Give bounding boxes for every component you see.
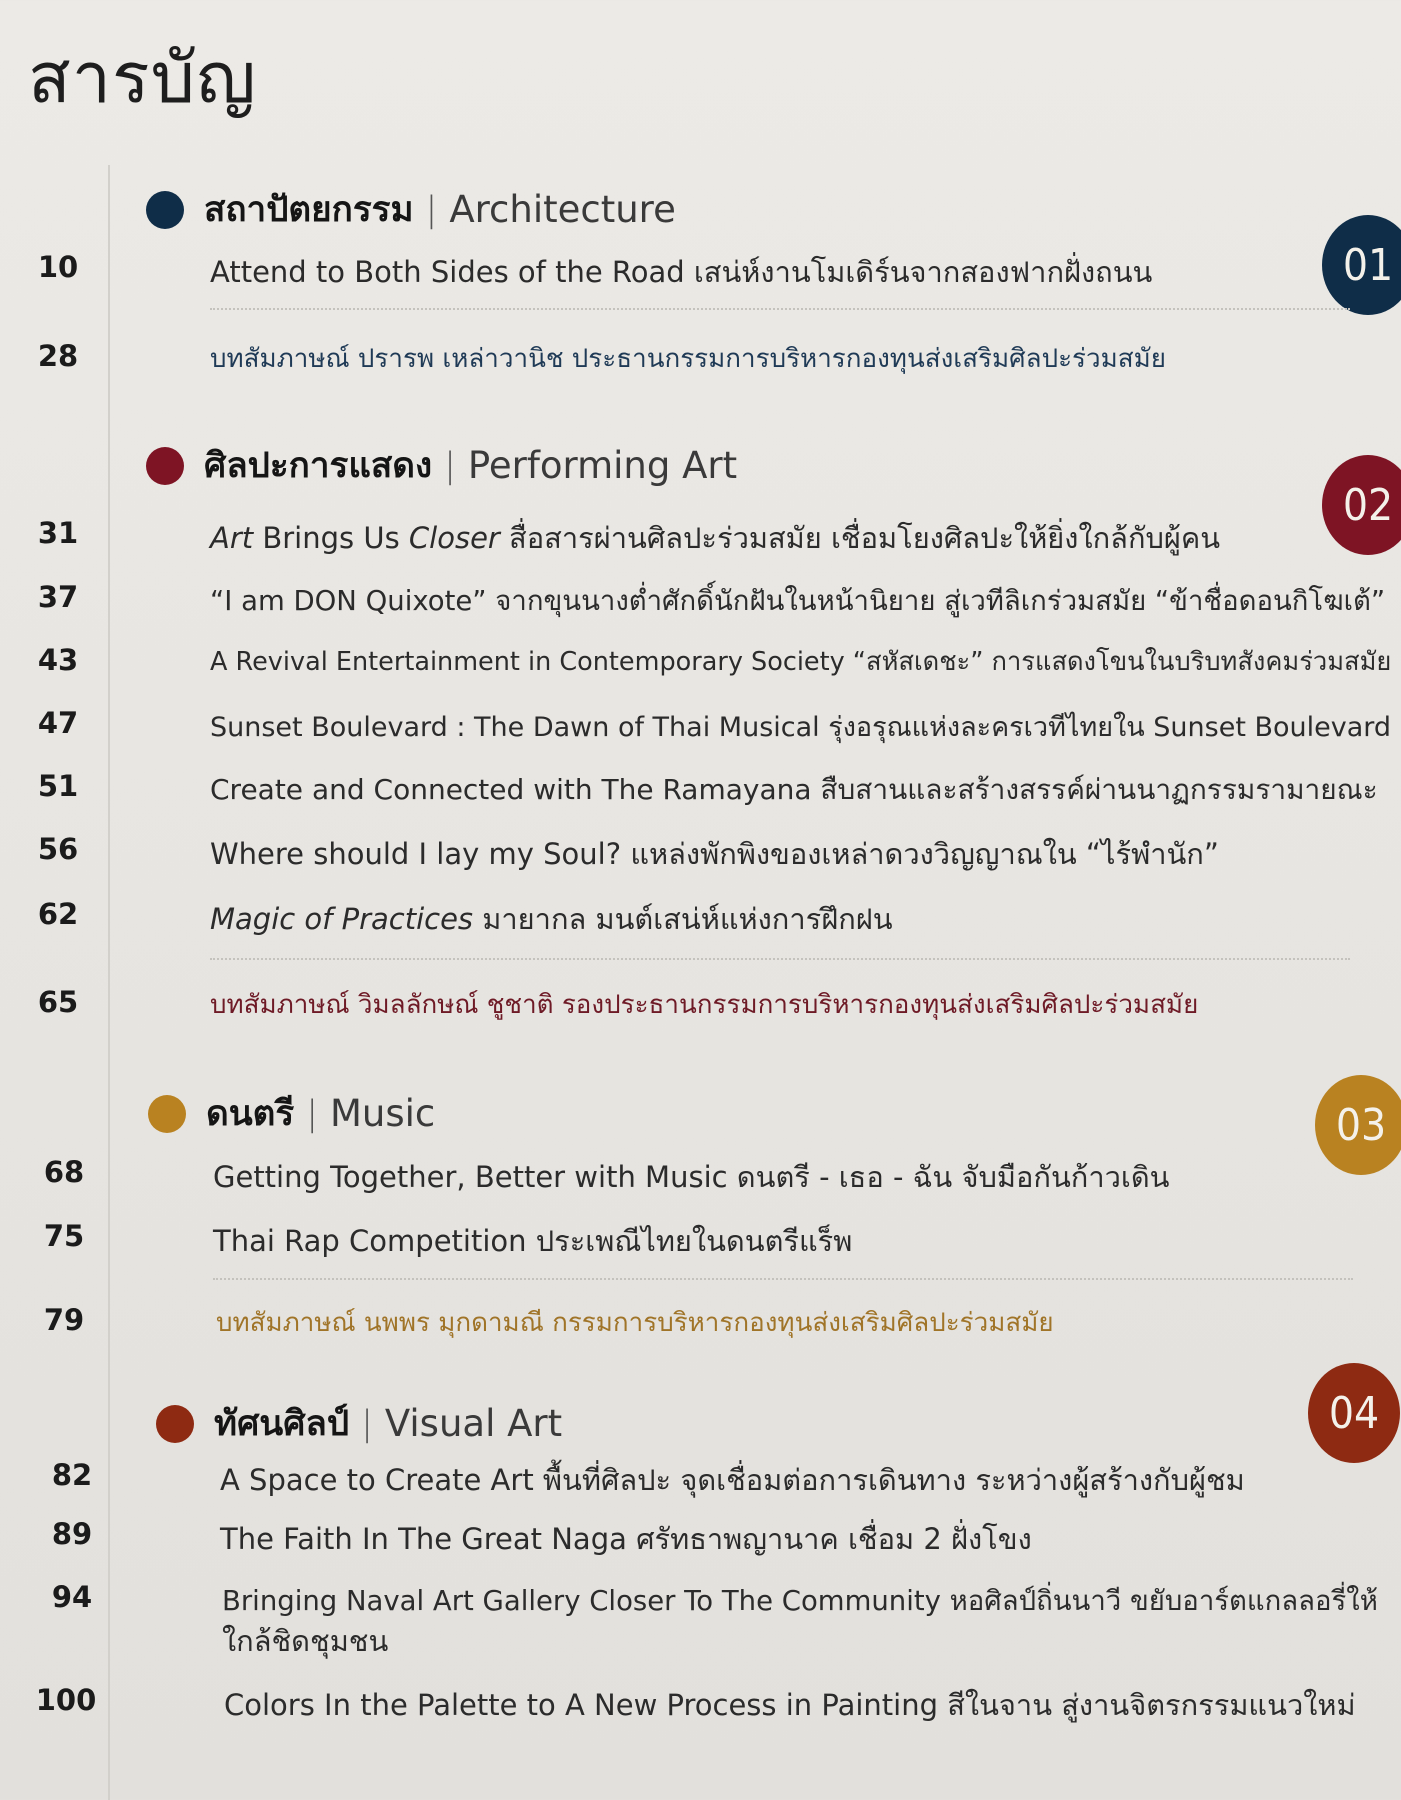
entry-title-italic: Closer: [408, 521, 500, 555]
page-number: 43: [37, 643, 79, 677]
page-number: 28: [37, 339, 79, 373]
section-number-badge: 02: [1322, 455, 1401, 555]
section-header-music: [148, 1086, 435, 1141]
section-bullet: [148, 1095, 186, 1133]
section-title-en: Visual Art: [384, 1402, 563, 1445]
toc-entry[interactable]: [0, 1216, 1401, 1256]
section-header-visual-art: [156, 1396, 562, 1451]
entry-title: Bringing Naval Art Gallery Closer To The Community หอศิลป์ถิ่นนาวี ขยับอาร์ตแกลลอรี่ให้: [222, 1585, 1378, 1617]
section-bullet: [146, 447, 184, 485]
section-title-th: ดนตรี: [206, 1094, 295, 1134]
toc-entry-interview[interactable]: [0, 982, 1401, 1022]
entry-title: Colors In the Palette to A New Process in Painting สีในจาน สู่งานจิตรกรรมแนวใหม่: [224, 1688, 1356, 1722]
section-bullet: [146, 191, 184, 229]
section-separator: |: [444, 445, 456, 486]
entry-title-italic: Magic of Practices: [210, 902, 474, 936]
page-number: 37: [37, 580, 79, 614]
page-number: 31: [37, 516, 79, 550]
entry-title-continued: ใกล้ชิดชุมชน: [222, 1624, 389, 1658]
toc-entry[interactable]: [0, 247, 1401, 287]
entry-title: Attend to Both Sides of the Road เสน่ห์งานโมเดิร์นจากสองฟากฝั่งถนน: [210, 255, 1153, 289]
divider: [210, 308, 1350, 310]
entry-title: Create and Connected with The Ramayana สืบสานและสร้างสรรค์ผ่านนาฏกรรมรามายณะ: [210, 773, 1378, 806]
toc-entry[interactable]: [0, 1514, 1401, 1554]
interview-title: บทสัมภาษณ์ ปรารพ เหล่าวานิช ประธานกรรมการบริหารกองทุนส่งเสริมศิลปะร่วมสมัย: [210, 344, 1166, 374]
toc-entry[interactable]: [0, 894, 1401, 934]
entry-title: Where should I lay my Soul? แหล่งพักพิงของเหล่าดวงวิญญาณใน “ไร้พำนัก”: [210, 837, 1219, 871]
page-number: 100: [35, 1683, 97, 1717]
entry-title: “I am DON Quixote” จากขุนนางต่ำศักดิ์นักฝันในหน้านิยาย สู่เวทีลิเกร่วมสมัย “ข้าชื่อดอนกิโฆเต้”: [210, 585, 1386, 617]
toc-entry-interview[interactable]: [0, 1300, 1401, 1340]
section-title-th: ศิลปะการแสดง: [204, 446, 433, 486]
toc-entry[interactable]: [0, 1680, 1401, 1720]
page-number: 94: [51, 1580, 93, 1614]
divider: [213, 1278, 1353, 1280]
entry-title: Getting Together, Better with Music ดนตรี - เธอ - ฉัน จับมือกันก้าวเดิน: [213, 1160, 1170, 1194]
page-number: 79: [43, 1303, 85, 1337]
section-number-badge: 04: [1308, 1363, 1400, 1463]
entry-title-text: Brings Us: [253, 521, 409, 555]
toc-entry[interactable]: [0, 640, 1401, 680]
divider: [210, 958, 1350, 960]
page-number: 51: [37, 769, 79, 803]
toc-entry[interactable]: [0, 577, 1401, 617]
page-number: 89: [51, 1517, 93, 1551]
toc-entry[interactable]: [0, 1455, 1401, 1495]
section-separator: |: [306, 1093, 318, 1134]
entry-title: [210, 896, 893, 942]
page-number: 47: [37, 706, 79, 740]
section-header-architecture: [146, 182, 676, 237]
section-title-th: สถาปัตยกรรม: [204, 190, 414, 230]
entry-title: Thai Rap Competition ประเพณีไทยในดนตรีแร็พ: [213, 1224, 853, 1258]
section-title-en: Music: [329, 1092, 436, 1135]
toc-entry[interactable]: [0, 1577, 1401, 1617]
section-number-badge: 03: [1315, 1075, 1401, 1175]
section-number-badge: 01: [1322, 215, 1401, 315]
entry-title: A Revival Entertainment in Contemporary Society “สหัสเดชะ” การแสดงโขนในบริบทสังคมร่วมสมัย: [210, 647, 1392, 677]
entry-title-text: มายากล มนต์เสน่ห์แห่งการฝึกฝน: [473, 902, 893, 936]
interview-title: บทสัมภาษณ์ วิมลลักษณ์ ชูชาติ รองประธานกรรมการบริหารกองทุนส่งเสริมศิลปะร่วมสมัย: [210, 990, 1199, 1020]
page-number: 62: [37, 897, 79, 931]
section-header-performing-art: [146, 438, 737, 493]
toc-entry[interactable]: [0, 829, 1401, 869]
section-separator: |: [425, 189, 438, 230]
entry-title-text: สื่อสารผ่านศิลปะร่วมสมัย เชื่อมโยงศิลปะให้ยิ่งใกล้กับผู้คน: [499, 521, 1221, 555]
page-number: 56: [37, 832, 79, 866]
section-title-en: Performing Art: [467, 444, 738, 487]
entry-title: [210, 515, 1220, 561]
entry-title: A Space to Create Art พื้นที่ศิลปะ จุดเชื่อมต่อการเดินทาง ระหว่างผู้สร้างกับผู้ชม: [220, 1463, 1245, 1497]
section-bullet: [156, 1405, 194, 1443]
page-title: สารบัญ: [28, 37, 257, 119]
page-number: 10: [37, 250, 79, 284]
page-number: 65: [37, 985, 79, 1019]
toc-entry[interactable]: [0, 703, 1401, 743]
page-number: 75: [43, 1219, 85, 1253]
section-title-th: ทัศนศิลป์: [214, 1404, 350, 1444]
page-number: 82: [51, 1458, 93, 1492]
entry-title: The Faith In The Great Naga ศรัทธาพญานาค เชื่อม 2 ฝั่งโขง: [220, 1522, 1032, 1556]
toc-entry[interactable]: [0, 766, 1401, 806]
section-separator: |: [361, 1403, 373, 1444]
entry-title-italic: Art: [210, 521, 254, 555]
interview-title: บทสัมภาษณ์ นพพร มุกดามณี กรรมการบริหารกองทุนส่งเสริมศิลปะร่วมสมัย: [216, 1308, 1054, 1338]
toc-entry[interactable]: [0, 513, 1401, 553]
toc-entry-interview[interactable]: [0, 336, 1401, 376]
toc-entry[interactable]: [0, 1152, 1401, 1192]
page-number: 68: [43, 1155, 85, 1189]
entry-title: Sunset Boulevard : The Dawn of Thai Musical รุ่งอรุณแห่งละครเวทีไทยใน Sunset Boulevard: [210, 712, 1392, 743]
section-title-en: Architecture: [449, 188, 676, 231]
